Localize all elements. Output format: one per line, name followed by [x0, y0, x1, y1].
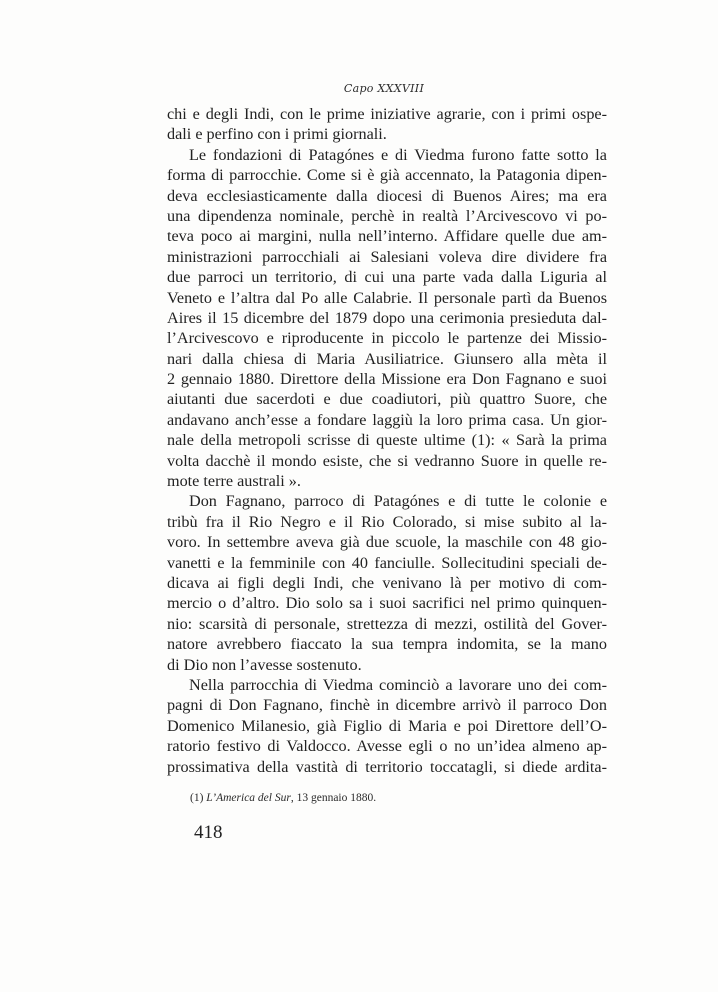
text-line: dicava ai figli degli Indi, che venivano là per motivo di com-: [167, 573, 607, 592]
text-line: di Dio non l’avesse sostenuto.: [167, 655, 362, 674]
text-line: mote terre australi ».: [167, 472, 301, 491]
text-line: voro. In settembre aveva già due scuole, la maschile con 48 gio-: [167, 533, 607, 552]
text-line: vanetti e la femminile con 40 fanciulle. Sollecitudini speciali de-: [167, 553, 607, 572]
text-line: prossimativa della vastità di territorio toccatagli, si diede ardita-: [167, 757, 607, 776]
text-line: teva poco ai margini, nulla nell’interno. Affidare quelle due am-: [167, 227, 607, 246]
text-line: Don Fagnano, parroco di Patagónes e di tutte le colonie e: [189, 492, 607, 511]
body-text: [167, 104, 607, 777]
text-line: Le fondazioni di Patagónes e di Viedma furono fatte sotto la: [189, 145, 607, 164]
text-line: nari dalla chiesa di Maria Ausiliatrice. Giunsero alla mèta il: [167, 349, 607, 368]
page-number: 418: [194, 821, 223, 843]
text-line: volta dacchè il mondo esiste, che si vedranno Suore in quelle re-: [167, 451, 607, 470]
text-line: natore avrebbero fiaccato la sua tempra indomita, se la mano: [167, 635, 607, 654]
text-line: mercio o d’altro. Dio solo sa i suoi sacrifici nel primo quinquen-: [167, 594, 607, 613]
text-line: forma di parrocchie. Come si è già accennato, la Patagonia dipen-: [167, 166, 607, 185]
text-line: l’Arcivescovo e riproducente in piccolo le partenze dei Missio-: [167, 329, 607, 348]
text-line: chi e degli Indi, con le prime iniziative agrarie, con i primi ospe-: [167, 105, 607, 123]
text-line: tribù fra il Rio Negro e il Rio Colorado, si mise subito al la-: [167, 512, 607, 531]
text-line: ministrazioni parrocchiali ai Salesiani voleva dire dividere fra: [167, 247, 607, 266]
text-line: Nella parrocchia di Viedma cominciò a lavorare uno dei com-: [189, 675, 607, 694]
text-line: nio: scarsità di personale, strettezza di mezzi, ostilità del Gover-: [167, 614, 607, 633]
text-line: dali e perfino con i primi giornali.: [167, 125, 387, 144]
text-line: deva ecclesiasticamente dalla diocesi di Buenos Aires; ma era: [167, 186, 607, 205]
paragraph: [167, 491, 607, 675]
text-line: pagni di Don Fagnano, finchè in dicembre arrivò il parroco Don: [167, 696, 607, 715]
text-line: Domenico Milanesio, già Figlio di Maria e poi Direttore dell’O-: [167, 716, 607, 735]
text-line: andavano anch’esse a fondare laggiù la loro prima casa. Un gior-: [167, 410, 607, 429]
footnote: [190, 791, 607, 806]
text-line: nale della metropoli scrisse di queste ultime (1): « Sarà la prima: [167, 431, 607, 450]
footnote-date: , 13 gennaio 1880.: [290, 791, 377, 804]
text-line: due parroci un territorio, di cui una parte vada dalla Liguria al: [167, 268, 607, 287]
footnote-marker: (1): [190, 791, 204, 804]
text-line: una dipendenza nominale, perchè in realtà l’Arcivescovo vi po-: [167, 206, 607, 225]
footnote-source-title: L’America del Sur: [206, 791, 291, 804]
text-line: aiutanti due sacerdoti e due coadiutori, più quattro Suore, che: [167, 390, 607, 409]
text-line: 2 gennaio 1880. Direttore della Missione era Don Fagnano e suoi: [167, 370, 607, 389]
paragraph: [167, 145, 607, 492]
text-line: Veneto e l’altra dal Po alle Calabrie. Il personale partì da Buenos: [167, 288, 607, 307]
page-content: [167, 104, 607, 844]
running-head: Capo XXXVIII: [343, 82, 425, 95]
paragraph: [167, 675, 607, 777]
paragraph: [167, 104, 607, 145]
text-line: Aires il 15 dicembre del 1879 dopo una cerimonia presieduta dal-: [167, 308, 607, 327]
text-line: ratorio festivo di Valdocco. Avesse egli o no un’idea almeno ap-: [167, 737, 607, 756]
